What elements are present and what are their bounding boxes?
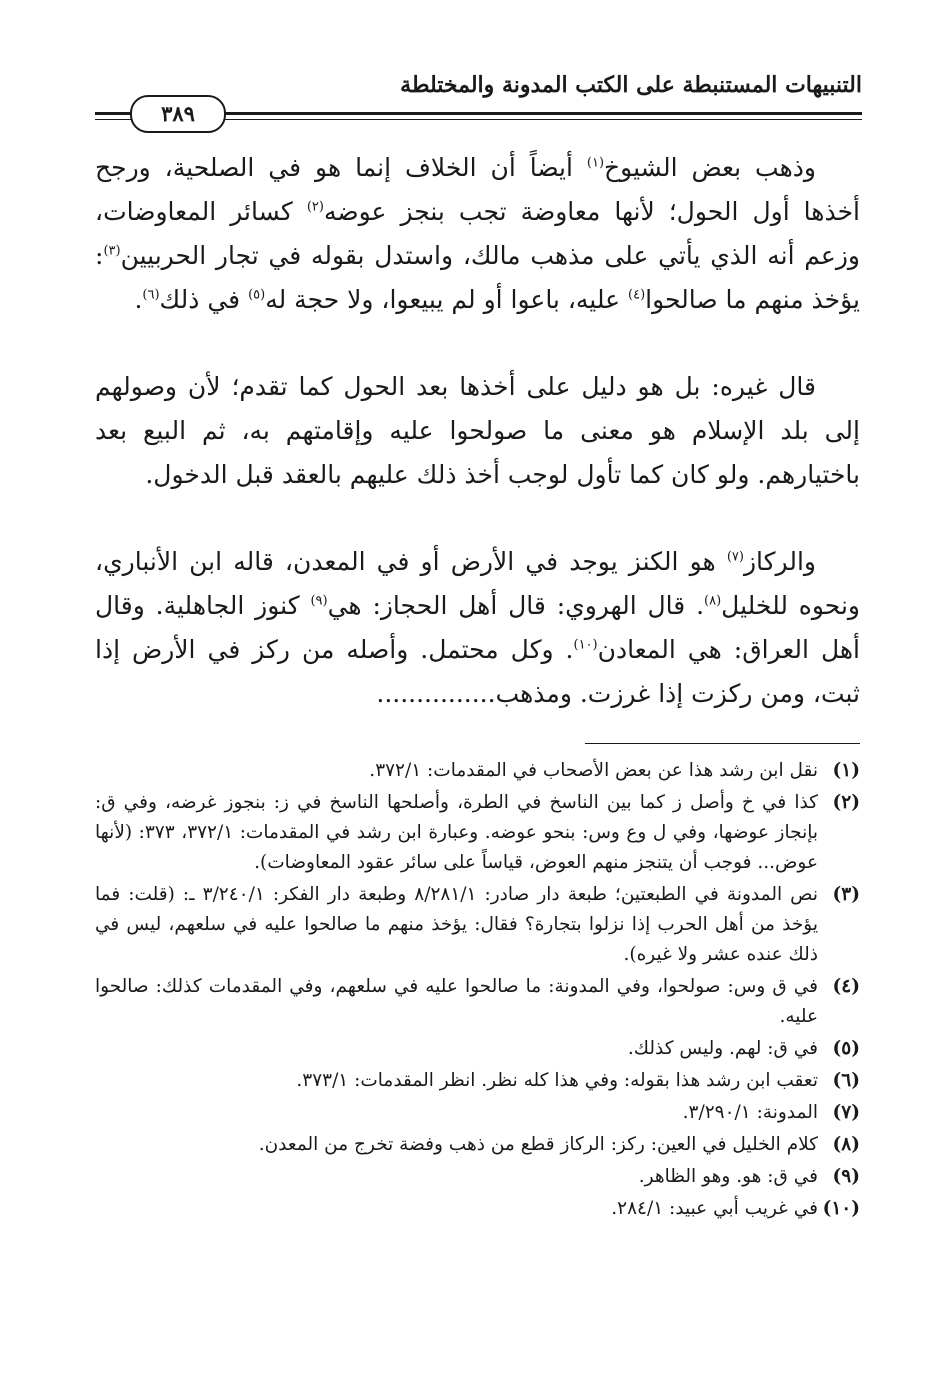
footnote-8 <box>95 1130 860 1160</box>
page-number-badge: ٣٨٩ <box>130 95 226 133</box>
footnote-number: (١٠) <box>822 1198 860 1219</box>
footnote-5 <box>95 1034 860 1064</box>
running-header-title: التنبيهات المستنبطة على الكتب المدونة والمختلطة <box>400 72 862 98</box>
paragraph-1 <box>95 146 860 322</box>
paragraph-text: أيضاً أن الخلاف إنما هو في الصلحية، ورجح أخذها أول الحول؛ لأنها معاوضة تجب بنجز عوضه <box>95 153 860 226</box>
footnote-text: في ق: هو. وهو الظاهر. <box>638 1166 818 1187</box>
footnote-number: (٤) <box>832 976 860 997</box>
footnote-text: المدونة: ٣/٢٩٠/١. <box>682 1102 818 1123</box>
footnote-ref-7[interactable]: (٧) <box>726 549 744 565</box>
footnote-number: (٨) <box>832 1134 860 1155</box>
paragraph-text: في ذلك <box>159 285 249 314</box>
footnote-number: (٦) <box>832 1070 860 1091</box>
paragraph-text: : يؤخذ منهم ما صالحوا <box>95 241 860 314</box>
paragraph-text: والركاز <box>743 547 816 576</box>
footnote-4 <box>95 972 860 1032</box>
footnote-text: تعقب ابن رشد هذا بقوله: وفي هذا كله نظر. انظر المقدمات: ٣٧٣/١. <box>296 1070 818 1091</box>
footnote-number: (٩) <box>832 1166 860 1187</box>
footnote-separator <box>585 743 860 744</box>
footnote-ref-10[interactable]: (١٠) <box>573 637 598 653</box>
footnote-text: في ق: لهم. وليس كذلك. <box>627 1038 818 1059</box>
footnote-number: (٢) <box>832 792 860 813</box>
footnote-ref-5[interactable]: (٥) <box>248 287 266 303</box>
paragraph-text: . <box>134 285 143 314</box>
footnote-text: في ق وس: صولحوا، وفي المدونة: ما صالحوا عليه في سلعهم، وفي المقدمات كذلك: صالحوا عليه. <box>95 976 818 1027</box>
footnote-text: نص المدونة في الطبعتين؛ طبعة دار صادر: ٨/٢٨١/١ وطبعة دار الفكر: ٣/٢٤٠/١ ـ: (قلت: فما يؤخذ من أهل الحرب إذا نزلوا بتجارة؟ فقال: يؤخذ منهم ما صالحوا عليه في سلعهم، ليس في ذلك عنده عشر ولا غيره). <box>95 884 818 965</box>
footnotes <box>95 756 860 1226</box>
footnote-number: (٣) <box>832 884 860 905</box>
footnote-ref-6[interactable]: (٦) <box>142 287 160 303</box>
footnote-number: (١) <box>832 760 860 781</box>
footnote-1 <box>95 756 860 786</box>
footnote-ref-3[interactable]: (٣) <box>103 243 121 259</box>
footnote-2 <box>95 788 860 878</box>
paragraph-text: وذهب بعض الشيوخ <box>604 153 816 182</box>
paragraph-text: هو الكنز يوجد في الأرض أو في المعدن، قاله ابن الأنباري، ونحوه للخليل <box>95 547 860 620</box>
footnote-9 <box>95 1162 860 1192</box>
footnote-10 <box>95 1194 860 1224</box>
footnote-ref-8[interactable]: (٨) <box>704 593 722 609</box>
footnote-text: كلام الخليل في العين: ركز: الركاز قطع من ذهب وفضة تخرج من المعدن. <box>258 1134 818 1155</box>
footnote-6 <box>95 1066 860 1096</box>
footnote-number: (٥) <box>832 1038 860 1059</box>
paragraph-text: كسائر المعاوضات، وزعم أنه الذي يأتي على مذهب مالك، واستدل بقوله في تجار الحربيين <box>95 197 860 270</box>
paragraph-text: عليه، باعوا أو لم يبيعوا، ولا حجة له <box>265 285 628 314</box>
paragraph-text: . وكل محتمل. وأصله من ركز في الأرض إذا ثبت، ومن ركزت إذا غرزت. ومذهب............... <box>95 635 860 708</box>
footnote-text: نقل ابن رشد هذا عن بعض الأصحاب في المقدمات: ٣٧٢/١. <box>369 760 818 781</box>
footnote-7 <box>95 1098 860 1128</box>
footnote-ref-9[interactable]: (٩) <box>310 593 328 609</box>
footnote-text: كذا في خ وأصل ز كما بين الناسخ في الطرة، وأصلحها الناسخ في ز: بنجوز غرضه، وفي ق: بإنجاز عوضها، وفي ل وع وس: بنحو عوضه. وعبارة ابن رشد في المقدمات: ٣٧٢/١، ٣٧٣: (لأنها عوض... فوجب أن يتنجز منهم العوض، قياساً على سائر عقود المعاوضات). <box>95 792 818 873</box>
footnote-ref-2[interactable]: (٢) <box>306 199 324 215</box>
footnote-ref-1[interactable]: (١) <box>586 155 605 171</box>
paragraph-2: قال غيره: بل هو دليل على أخذها بعد الحول كما تقدم؛ لأن وصولهم إلى بلد الإسلام هو معنى ما صولحوا عليه وإقامتهم به، ثم البيع بعد باختيارهم. ولو كان كما تأول لوجب أخذ ذلك عليهم بالعقد قبل الدخول. <box>95 372 860 489</box>
footnote-number: (٧) <box>832 1102 860 1123</box>
paragraph-text: . قال الهروي: قال أهل الحجاز: هي <box>327 591 705 620</box>
footnote-ref-4[interactable]: (٤) <box>628 287 646 303</box>
paragraph-3 <box>95 540 860 716</box>
paragraph-text: كنوز الجاهلية. وقال أهل العراق: هي المعادن <box>95 591 861 664</box>
footnote-3 <box>95 880 860 970</box>
footnote-text: في غريب أبي عبيد: ٢٨٤/١. <box>611 1198 818 1219</box>
